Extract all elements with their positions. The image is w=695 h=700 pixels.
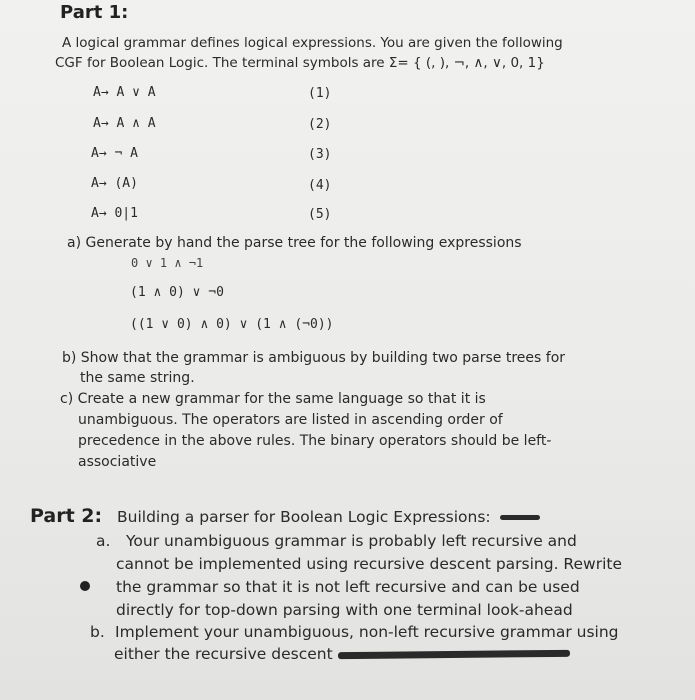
grammar-rule-1: A→ A ∨ A [93, 85, 156, 100]
question-a: a) Generate by hand the parse tree for the following expressions [67, 235, 522, 251]
part2-b-line-2: either the recursive descent [114, 645, 333, 663]
ink-dot-icon [80, 581, 90, 591]
part2-b-line-1: Implement your unambiguous, non-left recursive grammar using [115, 623, 619, 641]
pen-scribble [500, 515, 540, 520]
question-c-line-4: associative [78, 454, 157, 470]
part2-a-line-2: cannot be implemented using recursive descent parsing. Rewrite [116, 555, 623, 573]
rule-number-5: (5) [308, 207, 332, 222]
question-c-line-1: c) Create a new grammar for the same language so that it is [60, 391, 486, 407]
grammar-rule-4: A→ (A) [91, 176, 138, 191]
grammar-rule-5: A→ 0|1 [91, 206, 138, 221]
question-c-line-3: precedence in the above rules. The binary operators should be left- [78, 433, 552, 449]
part2-a-line-1: Your unambiguous grammar is probably left recursive and [126, 532, 577, 550]
question-c-line-2: unambiguous. The operators are listed in ascending order of [78, 412, 503, 428]
intro-line-2: CGF for Boolean Logic. The terminal symbols are Σ= { (, ), ¬, ∧, ∨, 0, 1} [55, 55, 545, 71]
rule-number-1: (1) [308, 86, 332, 101]
part2-a-marker: a. [96, 532, 111, 550]
part2-a-line-3: the grammar so that it is not left recursive and can be used [116, 578, 580, 596]
grammar-rule-3: A→ ¬ A [91, 146, 138, 161]
part2-heading: Part 2: [30, 505, 103, 527]
part2-b-marker: b. [90, 623, 105, 641]
grammar-rule-2: A→ A ∧ A [93, 116, 156, 131]
question-b-line-1: b) Show that the grammar is ambiguous by building two parse trees for [62, 350, 566, 366]
part1-heading: Part 1: [60, 2, 129, 23]
part2-a-line-4: directly for top-down parsing with one terminal look-ahead [116, 601, 573, 619]
rule-number-3: (3) [308, 147, 332, 162]
intro-line-1: A logical grammar defines logical expressions. You are given the following [62, 35, 563, 51]
expression-1: 0 ∨ 1 ∧ ¬1 [131, 256, 204, 270]
part2-subtitle: Building a parser for Boolean Logic Expressions: [117, 508, 491, 526]
question-b-line-2: the same string. [80, 370, 195, 386]
expression-2: (1 ∧ 0) ∨ ¬0 [130, 285, 224, 300]
rule-number-2: (2) [308, 117, 332, 132]
rule-number-4: (4) [308, 178, 332, 193]
expression-3: ((1 ∨ 0) ∧ 0) ∨ (1 ∧ (¬0)) [130, 317, 334, 332]
